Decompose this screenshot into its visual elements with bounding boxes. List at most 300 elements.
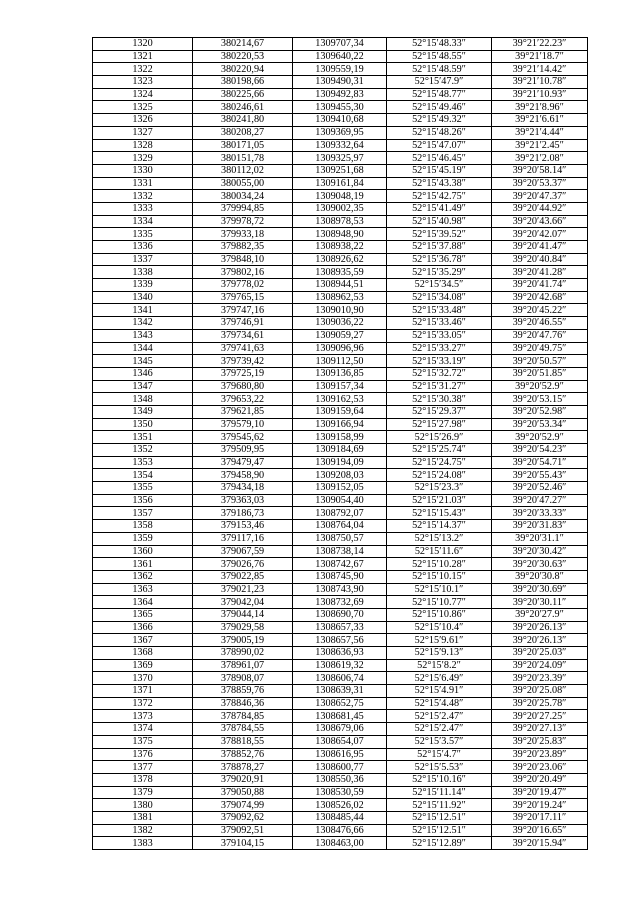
x-coordinate-cell: 379458,90 [193,469,293,482]
point-number-cell: 1376 [93,748,193,761]
latitude-cell: 52°15′10.4″ [387,621,492,634]
table-row [93,469,588,482]
y-coordinate-cell: 1309152,05 [293,482,387,495]
y-coordinate-cell: 1309184,69 [293,444,387,457]
y-coordinate-cell: 1308657,33 [293,621,387,634]
latitude-cell: 52°15′40.98″ [387,215,492,228]
latitude-cell: 52°15′25.74″ [387,444,492,457]
longitude-cell: 39°20′41.74″ [492,279,588,292]
latitude-cell: 52°15′39.52″ [387,228,492,241]
longitude-cell: 39°20′30.11″ [492,596,588,609]
coordinates-table-body [93,38,588,850]
latitude-cell: 52°15′8.2″ [387,659,492,672]
longitude-cell: 39°20′41.47″ [492,241,588,254]
y-coordinate-cell: 1308652,75 [293,697,387,710]
point-number-cell: 1352 [93,444,193,457]
point-number-cell: 1321 [93,50,193,63]
latitude-cell: 52°15′42.75″ [387,190,492,203]
longitude-cell: 39°21′14.42″ [492,63,588,76]
point-number-cell: 1366 [93,621,193,634]
x-coordinate-cell: 380034,24 [193,190,293,203]
longitude-cell: 39°21′2.08″ [492,152,588,165]
x-coordinate-cell: 379042,04 [193,596,293,609]
x-coordinate-cell: 379734,61 [193,329,293,342]
table-row [93,558,588,571]
x-coordinate-cell: 378846,36 [193,697,293,710]
table-row [93,215,588,228]
longitude-cell: 39°20′30.8″ [492,570,588,583]
y-coordinate-cell: 1308750,57 [293,532,387,545]
x-coordinate-cell: 380151,78 [193,152,293,165]
x-coordinate-cell: 379653,22 [193,393,293,406]
point-number-cell: 1330 [93,164,193,177]
latitude-cell: 52°15′48.55″ [387,50,492,63]
point-number-cell: 1324 [93,88,193,101]
y-coordinate-cell: 1309166,94 [293,418,387,431]
table-row [93,710,588,723]
table-row [93,507,588,520]
y-coordinate-cell: 1309157,34 [293,380,387,393]
table-row [93,418,588,431]
table-row [93,444,588,457]
x-coordinate-cell: 380246,61 [193,101,293,114]
table-row [93,355,588,368]
longitude-cell: 39°20′52.98″ [492,405,588,418]
y-coordinate-cell: 1309161,84 [293,177,387,190]
y-coordinate-cell: 1309112,50 [293,355,387,368]
x-coordinate-cell: 378878,27 [193,761,293,774]
latitude-cell: 52°15′3.57″ [387,735,492,748]
latitude-cell: 52°15′45.19″ [387,164,492,177]
table-row [93,190,588,203]
point-number-cell: 1362 [93,570,193,583]
table-row [93,735,588,748]
latitude-cell: 52°15′10.15″ [387,570,492,583]
y-coordinate-cell: 1309002,35 [293,202,387,215]
table-row [93,126,588,139]
point-number-cell: 1337 [93,253,193,266]
y-coordinate-cell: 1309194,09 [293,456,387,469]
point-number-cell: 1328 [93,139,193,152]
point-number-cell: 1326 [93,114,193,127]
x-coordinate-cell: 379044,14 [193,608,293,621]
latitude-cell: 52°15′24.08″ [387,469,492,482]
point-number-cell: 1343 [93,329,193,342]
longitude-cell: 39°20′25.03″ [492,647,588,660]
table-row [93,811,588,824]
point-number-cell: 1339 [93,279,193,292]
longitude-cell: 39°21′2.45″ [492,139,588,152]
longitude-cell: 39°20′30.42″ [492,545,588,558]
latitude-cell: 52°15′33.46″ [387,317,492,330]
x-coordinate-cell: 379725,19 [193,367,293,380]
x-coordinate-cell: 379746,91 [193,317,293,330]
latitude-cell: 52°15′47.07″ [387,139,492,152]
x-coordinate-cell: 379029,58 [193,621,293,634]
longitude-cell: 39°20′23.06″ [492,761,588,774]
x-coordinate-cell: 379022,85 [193,570,293,583]
point-number-cell: 1371 [93,685,193,698]
x-coordinate-cell: 379074,99 [193,799,293,812]
longitude-cell: 39°20′52.46″ [492,482,588,495]
x-coordinate-cell: 378990,02 [193,647,293,660]
y-coordinate-cell: 1309251,68 [293,164,387,177]
y-coordinate-cell: 1308681,45 [293,710,387,723]
latitude-cell: 52°15′36.78″ [387,253,492,266]
point-number-cell: 1381 [93,811,193,824]
x-coordinate-cell: 379509,95 [193,444,293,457]
y-coordinate-cell: 1308606,74 [293,672,387,685]
table-row [93,494,588,507]
point-number-cell: 1333 [93,202,193,215]
table-row [93,520,588,533]
x-coordinate-cell: 379765,15 [193,291,293,304]
table-row [93,748,588,761]
x-coordinate-cell: 380112,02 [193,164,293,177]
longitude-cell: 39°20′27.13″ [492,723,588,736]
table-row [93,570,588,583]
x-coordinate-cell: 378908,07 [193,672,293,685]
y-coordinate-cell: 1308745,90 [293,570,387,583]
longitude-cell: 39°20′47.76″ [492,329,588,342]
point-number-cell: 1320 [93,38,193,51]
longitude-cell: 39°20′19.47″ [492,786,588,799]
latitude-cell: 52°15′48.33″ [387,38,492,51]
table-row [93,723,588,736]
longitude-cell: 39°20′41.28″ [492,266,588,279]
longitude-cell: 39°20′16.65″ [492,824,588,837]
latitude-cell: 52°15′21.03″ [387,494,492,507]
longitude-cell: 39°20′42.07″ [492,228,588,241]
table-row [93,799,588,812]
table-row [93,380,588,393]
latitude-cell: 52°15′48.77″ [387,88,492,101]
x-coordinate-cell: 379741,63 [193,342,293,355]
latitude-cell: 52°15′27.98″ [387,418,492,431]
table-row [93,393,588,406]
table-row [93,405,588,418]
point-number-cell: 1373 [93,710,193,723]
y-coordinate-cell: 1308600,77 [293,761,387,774]
longitude-cell: 39°21′8.96″ [492,101,588,114]
point-number-cell: 1353 [93,456,193,469]
longitude-cell: 39°20′51.85″ [492,367,588,380]
longitude-cell: 39°21′4.44″ [492,126,588,139]
table-row [93,253,588,266]
table-row [93,304,588,317]
x-coordinate-cell: 379994,85 [193,202,293,215]
longitude-cell: 39°20′15.94″ [492,837,588,850]
point-number-cell: 1369 [93,659,193,672]
longitude-cell: 39°20′53.34″ [492,418,588,431]
latitude-cell: 52°15′47.9″ [387,76,492,89]
y-coordinate-cell: 1308679,06 [293,723,387,736]
point-number-cell: 1370 [93,672,193,685]
x-coordinate-cell: 379117,16 [193,532,293,545]
longitude-cell: 39°20′30.69″ [492,583,588,596]
y-coordinate-cell: 1308530,59 [293,786,387,799]
longitude-cell: 39°20′24.09″ [492,659,588,672]
longitude-cell: 39°20′23.89″ [492,748,588,761]
longitude-cell: 39°21′6.61″ [492,114,588,127]
longitude-cell: 39°20′27.25″ [492,710,588,723]
latitude-cell: 52°15′48.59″ [387,63,492,76]
table-row [93,50,588,63]
y-coordinate-cell: 1308938,22 [293,241,387,254]
y-coordinate-cell: 1308732,69 [293,596,387,609]
x-coordinate-cell: 379882,35 [193,241,293,254]
latitude-cell: 52°15′12.89″ [387,837,492,850]
latitude-cell: 52°15′30.38″ [387,393,492,406]
y-coordinate-cell: 1309159,64 [293,405,387,418]
latitude-cell: 52°15′26.9″ [387,431,492,444]
x-coordinate-cell: 378784,85 [193,710,293,723]
x-coordinate-cell: 380220,94 [193,63,293,76]
x-coordinate-cell: 379933,18 [193,228,293,241]
y-coordinate-cell: 1309559,19 [293,63,387,76]
longitude-cell: 39°20′26.13″ [492,621,588,634]
table-row [93,647,588,660]
x-coordinate-cell: 378818,55 [193,735,293,748]
coordinates-table [92,37,588,850]
table-row [93,279,588,292]
point-number-cell: 1344 [93,342,193,355]
x-coordinate-cell: 379021,23 [193,583,293,596]
point-number-cell: 1327 [93,126,193,139]
longitude-cell: 39°20′17.11″ [492,811,588,824]
x-coordinate-cell: 380241,80 [193,114,293,127]
x-coordinate-cell: 379026,76 [193,558,293,571]
point-number-cell: 1345 [93,355,193,368]
longitude-cell: 39°21′22.23″ [492,38,588,51]
x-coordinate-cell: 379778,02 [193,279,293,292]
table-row [93,583,588,596]
y-coordinate-cell: 1308485,44 [293,811,387,824]
point-number-cell: 1382 [93,824,193,837]
latitude-cell: 52°15′32.72″ [387,367,492,380]
table-row [93,114,588,127]
latitude-cell: 52°15′31.27″ [387,380,492,393]
longitude-cell: 39°20′42.68″ [492,291,588,304]
table-row [93,291,588,304]
longitude-cell: 39°20′31.1″ [492,532,588,545]
table-row [93,837,588,850]
point-number-cell: 1372 [93,697,193,710]
longitude-cell: 39°21′10.78″ [492,76,588,89]
y-coordinate-cell: 1309054,40 [293,494,387,507]
latitude-cell: 52°15′9.61″ [387,634,492,647]
x-coordinate-cell: 380214,67 [193,38,293,51]
point-number-cell: 1341 [93,304,193,317]
longitude-cell: 39°20′47.27″ [492,494,588,507]
point-number-cell: 1350 [93,418,193,431]
table-row [93,152,588,165]
latitude-cell: 52°15′12.51″ [387,811,492,824]
table-row [93,786,588,799]
longitude-cell: 39°20′25.78″ [492,697,588,710]
latitude-cell: 52°15′49.46″ [387,101,492,114]
latitude-cell: 52°15′33.48″ [387,304,492,317]
x-coordinate-cell: 380055,00 [193,177,293,190]
latitude-cell: 52°15′6.49″ [387,672,492,685]
y-coordinate-cell: 1308978,53 [293,215,387,228]
y-coordinate-cell: 1309158,99 [293,431,387,444]
x-coordinate-cell: 378961,07 [193,659,293,672]
y-coordinate-cell: 1308944,51 [293,279,387,292]
point-number-cell: 1347 [93,380,193,393]
point-number-cell: 1377 [93,761,193,774]
table-row [93,317,588,330]
table-row [93,266,588,279]
longitude-cell: 39°20′30.63″ [492,558,588,571]
x-coordinate-cell: 380220,53 [193,50,293,63]
y-coordinate-cell: 1309490,31 [293,76,387,89]
y-coordinate-cell: 1308636,93 [293,647,387,660]
longitude-cell: 39°20′19.24″ [492,799,588,812]
point-number-cell: 1361 [93,558,193,571]
y-coordinate-cell: 1309096,96 [293,342,387,355]
y-coordinate-cell: 1308926,62 [293,253,387,266]
point-number-cell: 1383 [93,837,193,850]
latitude-cell: 52°15′34.08″ [387,291,492,304]
longitude-cell: 39°20′53.37″ [492,177,588,190]
y-coordinate-cell: 1309162,53 [293,393,387,406]
y-coordinate-cell: 1308463,00 [293,837,387,850]
longitude-cell: 39°20′25.08″ [492,685,588,698]
point-number-cell: 1359 [93,532,193,545]
point-number-cell: 1332 [93,190,193,203]
y-coordinate-cell: 1308742,67 [293,558,387,571]
x-coordinate-cell: 379153,46 [193,520,293,533]
x-coordinate-cell: 379050,88 [193,786,293,799]
point-number-cell: 1363 [93,583,193,596]
latitude-cell: 52°15′4.48″ [387,697,492,710]
latitude-cell: 52°15′24.75″ [387,456,492,469]
table-row [93,482,588,495]
latitude-cell: 52°15′10.28″ [387,558,492,571]
longitude-cell: 39°20′33.33″ [492,507,588,520]
x-coordinate-cell: 378859,76 [193,685,293,698]
x-coordinate-cell: 379802,16 [193,266,293,279]
y-coordinate-cell: 1308792,07 [293,507,387,520]
longitude-cell: 39°20′54.71″ [492,456,588,469]
longitude-cell: 39°20′31.83″ [492,520,588,533]
table-row [93,241,588,254]
table-row [93,228,588,241]
table-row [93,761,588,774]
y-coordinate-cell: 1309455,30 [293,101,387,114]
table-row [93,139,588,152]
longitude-cell: 39°20′50.57″ [492,355,588,368]
longitude-cell: 39°20′43.66″ [492,215,588,228]
point-number-cell: 1367 [93,634,193,647]
x-coordinate-cell: 379186,73 [193,507,293,520]
latitude-cell: 52°15′37.88″ [387,241,492,254]
y-coordinate-cell: 1308526,02 [293,799,387,812]
x-coordinate-cell: 379092,62 [193,811,293,824]
x-coordinate-cell: 379020,91 [193,773,293,786]
table-row [93,456,588,469]
y-coordinate-cell: 1309136,85 [293,367,387,380]
longitude-cell: 39°20′46.55″ [492,317,588,330]
y-coordinate-cell: 1308738,14 [293,545,387,558]
y-coordinate-cell: 1309010,90 [293,304,387,317]
latitude-cell: 52°15′33.19″ [387,355,492,368]
table-row [93,76,588,89]
table-row [93,634,588,647]
x-coordinate-cell: 379978,72 [193,215,293,228]
longitude-cell: 39°20′49.75″ [492,342,588,355]
point-number-cell: 1349 [93,405,193,418]
point-number-cell: 1364 [93,596,193,609]
point-number-cell: 1374 [93,723,193,736]
table-row [93,773,588,786]
y-coordinate-cell: 1308639,31 [293,685,387,698]
table-row [93,659,588,672]
latitude-cell: 52°15′11.14″ [387,786,492,799]
longitude-cell: 39°20′52.9″ [492,431,588,444]
longitude-cell: 39°20′23.39″ [492,672,588,685]
latitude-cell: 52°15′2.47″ [387,723,492,736]
y-coordinate-cell: 1308550,36 [293,773,387,786]
latitude-cell: 52°15′15.43″ [387,507,492,520]
y-coordinate-cell: 1309325,97 [293,152,387,165]
y-coordinate-cell: 1308619,32 [293,659,387,672]
y-coordinate-cell: 1308657,56 [293,634,387,647]
longitude-cell: 39°20′26.13″ [492,634,588,647]
latitude-cell: 52°15′34.5″ [387,279,492,292]
y-coordinate-cell: 1309059,27 [293,329,387,342]
point-number-cell: 1322 [93,63,193,76]
x-coordinate-cell: 379479,47 [193,456,293,469]
table-row [93,697,588,710]
x-coordinate-cell: 380208,27 [193,126,293,139]
longitude-cell: 39°21′18.7″ [492,50,588,63]
y-coordinate-cell: 1308690,70 [293,608,387,621]
longitude-cell: 39°20′45.22″ [492,304,588,317]
latitude-cell: 52°15′41.49″ [387,202,492,215]
x-coordinate-cell: 378852,76 [193,748,293,761]
point-number-cell: 1325 [93,101,193,114]
table-row [93,63,588,76]
y-coordinate-cell: 1308935,59 [293,266,387,279]
x-coordinate-cell: 380198,66 [193,76,293,89]
y-coordinate-cell: 1308948,90 [293,228,387,241]
latitude-cell: 52°15′10.1″ [387,583,492,596]
point-number-cell: 1354 [93,469,193,482]
latitude-cell: 52°15′9.13″ [387,647,492,660]
point-number-cell: 1338 [93,266,193,279]
y-coordinate-cell: 1309208,03 [293,469,387,482]
latitude-cell: 52°15′4.7″ [387,748,492,761]
x-coordinate-cell: 379621,85 [193,405,293,418]
latitude-cell: 52°15′5.53″ [387,761,492,774]
y-coordinate-cell: 1309410,68 [293,114,387,127]
table-row [93,672,588,685]
longitude-cell: 39°21′10.93″ [492,88,588,101]
latitude-cell: 52°15′11.6″ [387,545,492,558]
point-number-cell: 1356 [93,494,193,507]
longitude-cell: 39°20′27.9″ [492,608,588,621]
point-number-cell: 1358 [93,520,193,533]
table-row [93,202,588,215]
point-number-cell: 1346 [93,367,193,380]
y-coordinate-cell: 1308616,95 [293,748,387,761]
table-row [93,329,588,342]
table-row [93,431,588,444]
latitude-cell: 52°15′29.37″ [387,405,492,418]
point-number-cell: 1365 [93,608,193,621]
